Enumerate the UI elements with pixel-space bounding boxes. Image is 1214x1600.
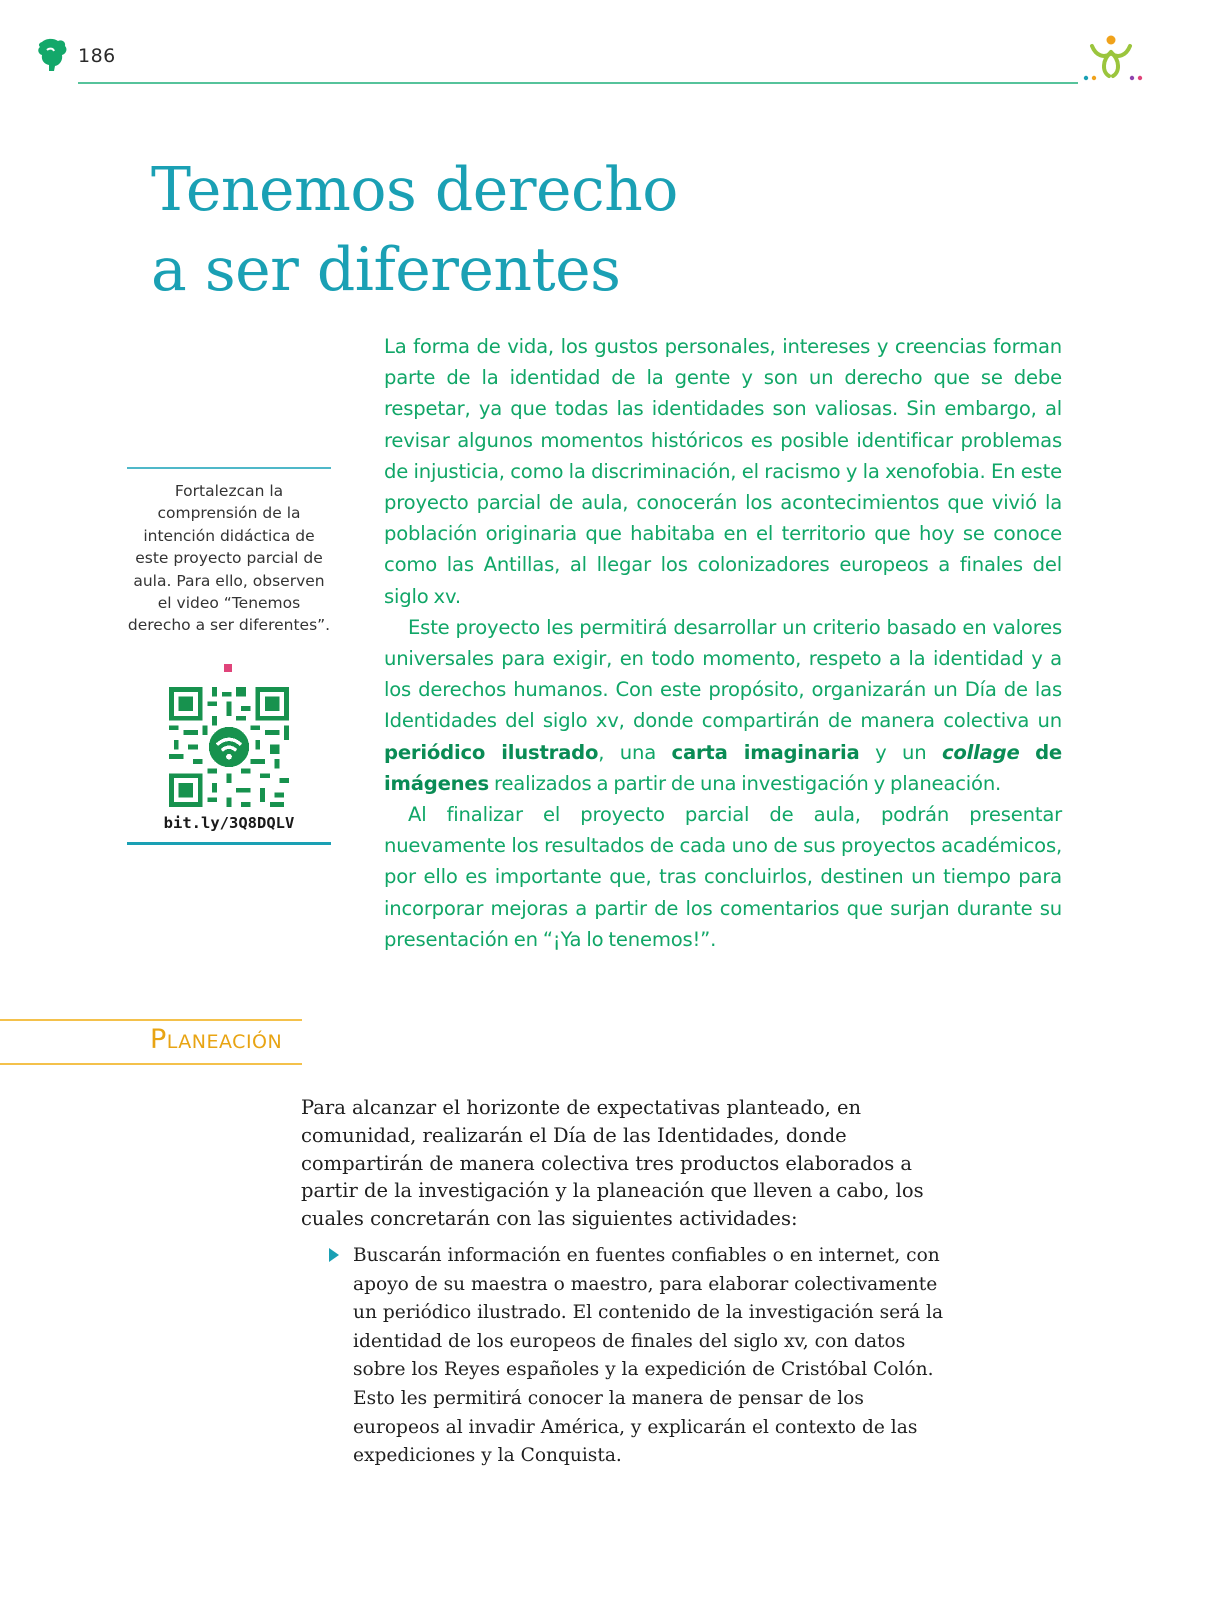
video-link[interactable]: bit.ly/3Q8DQLV — [163, 814, 295, 832]
title-line-2: a ser diferentes — [151, 235, 621, 305]
qr-code-icon[interactable] — [169, 687, 289, 807]
sidebar-bottom-divider — [127, 842, 331, 845]
green-figure-icon — [36, 38, 68, 72]
planning-list-item-text: Buscarán información en fuentes confiables o en internet, con apoyo de su maestra o maestro, para elaborar colectivamente un periódico ilustrado. El contenido de la investigación será la identidad de los europeos de finales del siglo xv, con datos sobre los Reyes españoles y la expedición de Cristóbal Colón. Esto les permitirá conocer la manera de pensar de los europeos al invadir América, y explicarán el contexto de las expediciones y la Conquista. — [353, 1245, 944, 1467]
intro-paragraph-1: La forma de vida, los gustos personales, intereses y creencias forman parte de la identidad de la gente y son un derecho que se debe respetar, ya que todas las identidades son valiosas. Sin embargo, al revisar algunos momentos históricos es posible identificar problemas de injusticia, como la discriminación, el racismo y la xenofobia. En este proyecto parcial de aula, conocerán los acontecimientos que vivió la población originaria que habitaba en el territorio que hoy se conoce como las Antillas, al llegar los colonizadores europeos a finales del siglo xv. — [384, 335, 1062, 608]
intro-p2-italic: collage — [941, 740, 1020, 764]
page-title — [151, 150, 678, 310]
sidebar-text: Fortalezcan la comprensión de la intención didáctica de este proyecto parcial de aula. Para ello, observen el video “Tenemos derecho a ser diferentes”. — [127, 482, 331, 635]
page-number: 186 — [78, 45, 116, 67]
planning-bottom-rule — [0, 1063, 302, 1065]
intro-p2-d: y un — [859, 740, 927, 764]
header-divider — [78, 82, 1078, 84]
sidebar-top-divider — [127, 467, 331, 469]
intro-p2-a: Este proyecto les permitirá desarrollar un criterio basado en valores universales para exigir, en todo momento, respeto a la identidad y a los derechos humanos. Con este propósito, organizarán un Día de las Identidades del siglo xv, donde compartirán de manera colectiva un — [384, 615, 1062, 733]
intro-paragraph-2 — [384, 612, 1062, 799]
colorful-figure-logo — [1082, 34, 1144, 86]
intro-p2-c: , una — [598, 740, 657, 764]
title-line-1: Tenemos derecho — [151, 155, 678, 225]
triangle-bullet-icon — [329, 1248, 339, 1262]
intro-paragraph-3: Al finalizar el proyecto parcial de aula, podrán presentar nuevamente los resultados de cada uno de sus proyectos académicos, por ello es importante que, tras concluirlos, destinen un tiempo para incorporar mejoras a partir de los comentarios que surjan durante su presentación en “¡Ya lo tenemos!”. — [384, 803, 1062, 951]
intro-p2-bold-1: periódico ilustrado — [384, 740, 599, 764]
planning-top-rule — [0, 1019, 302, 1021]
intro-p2-bold-2: carta imaginaria — [671, 740, 860, 764]
intro-p2-e: realizados a partir de una investigación y planeación. — [494, 771, 1002, 795]
intro-p2-bold-3: de imágenes — [384, 740, 1063, 795]
sidebar-marker — [224, 664, 232, 672]
intro-text — [384, 331, 1062, 955]
planning-heading: Planeación — [150, 1024, 283, 1055]
planning-paragraph: Para alcanzar el horizonte de expectativas planteado, en comunidad, realizarán el Día de las Identidades, donde compartirán de manera colectiva tres productos elaborados a partir de la investigación y la planeación que lleven a cabo, los cuales concretarán con las siguientes actividades: — [301, 1096, 924, 1231]
